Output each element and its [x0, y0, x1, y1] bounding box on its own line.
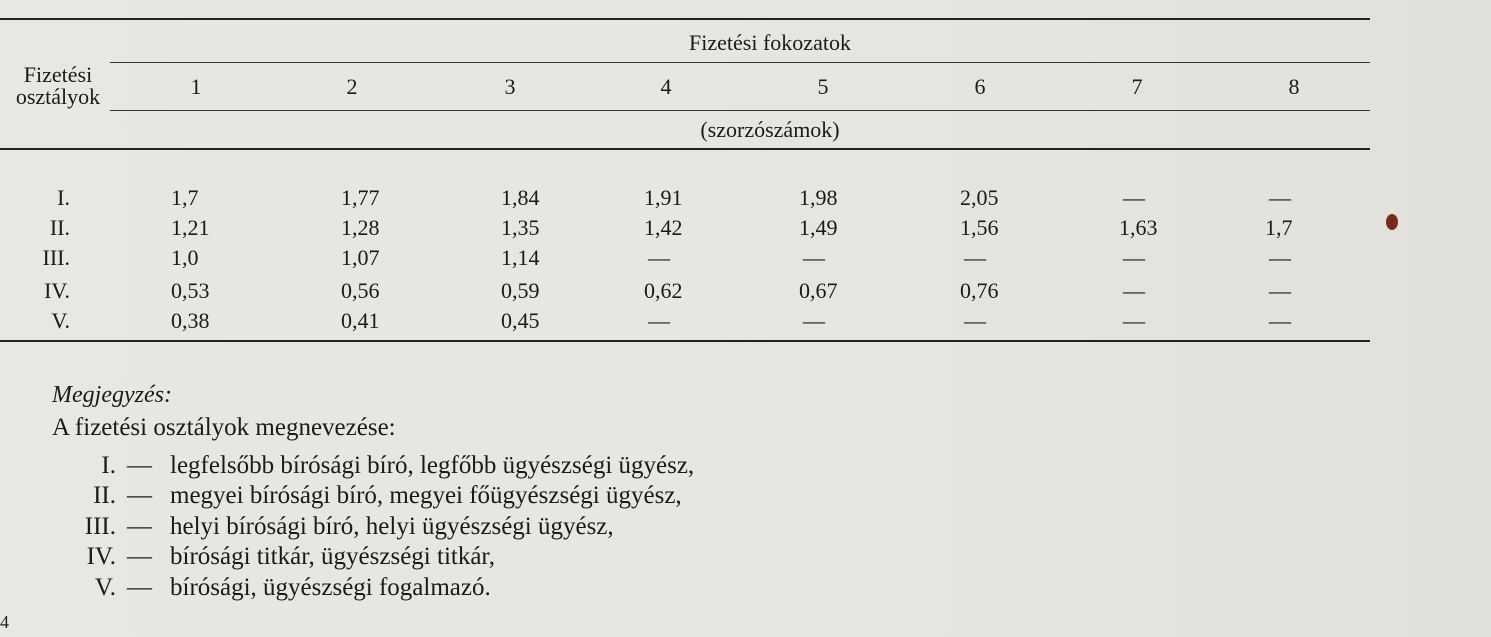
table-cell: 1,28	[341, 215, 380, 240]
grades-header-rule	[110, 62, 1370, 63]
corner-mark: 4	[0, 612, 9, 632]
grade-header-2: 2	[346, 74, 358, 99]
grade-header-6: 6	[974, 74, 986, 99]
table-cell: —	[648, 308, 670, 333]
table-cell: 1,35	[501, 215, 540, 240]
table-cell: —	[1269, 278, 1291, 303]
grade-header-5: 5	[817, 74, 829, 99]
table-cell: 1,84	[501, 185, 540, 210]
legend-class-name: helyi bírósági bíró, helyi ügyészségi ügyész,	[170, 513, 614, 540]
grade-header-3: 3	[504, 74, 516, 99]
table-cell: —	[648, 245, 670, 270]
table-header-bottom-rule	[0, 148, 1370, 150]
legend-dash: —	[127, 543, 152, 570]
row-class-label: IV.	[44, 278, 70, 303]
grade-header-8: 8	[1288, 74, 1300, 99]
row-class-label: I.	[57, 185, 70, 210]
legend-class-name: bírósági, ügyészségi fogalmazó.	[170, 574, 491, 601]
table-cell: 0,38	[171, 308, 210, 333]
row-class-label: II.	[49, 215, 70, 240]
grade-numbers-rule	[110, 110, 1370, 111]
legend-class-number: I.	[101, 452, 116, 479]
legend-class-number: III.	[84, 513, 116, 540]
legend-dash: —	[127, 513, 152, 540]
table-cell: 1,07	[341, 245, 380, 270]
row-header-line1: Fizetési	[23, 62, 93, 87]
unit-note: (szorzószámok)	[700, 117, 840, 142]
table-cell: 0,53	[171, 278, 210, 303]
table-cell: 1,49	[799, 215, 838, 240]
table-cell: 0,56	[341, 278, 380, 303]
legend-class-name: megyei bírósági bíró, megyei főügyészségi ügyész,	[170, 482, 682, 509]
table-bottom-rule	[0, 340, 1370, 342]
note-title: Megjegyzés:	[52, 382, 172, 408]
table-cell: —	[1269, 245, 1291, 270]
legend-class-number: IV.	[86, 543, 116, 570]
table-cell: 1,7	[171, 185, 199, 210]
legend-class-number: II.	[93, 482, 116, 509]
table-cell: —	[1123, 185, 1145, 210]
table-cell: —	[803, 245, 825, 270]
table-cell: 1,56	[960, 215, 999, 240]
table-cell: 1,7	[1265, 215, 1293, 240]
table-cell: —	[1123, 278, 1145, 303]
table-cell: 0,59	[501, 278, 540, 303]
table-cell: 1,0	[171, 245, 199, 270]
table-cell: 1,14	[501, 245, 540, 270]
table-cell: 0,67	[799, 278, 838, 303]
grades-group-header: Fizetési fokozatok	[689, 30, 851, 55]
table-cell: —	[964, 245, 986, 270]
grade-header-4: 4	[660, 74, 672, 99]
table-cell: 1,91	[644, 185, 683, 210]
legend-class-name: bírósági titkár, ügyészségi titkár,	[170, 543, 495, 570]
note-subtitle: A fizetési osztályok megnevezése:	[52, 414, 396, 441]
table-cell: 0,45	[501, 308, 540, 333]
row-class-label: III.	[42, 245, 70, 270]
table-cell: —	[1123, 245, 1145, 270]
table-cell: 1,42	[644, 215, 683, 240]
table-cell: —	[803, 308, 825, 333]
table-cell: 0,76	[960, 278, 999, 303]
row-class-label: V.	[51, 308, 70, 333]
table-cell: 1,63	[1119, 215, 1158, 240]
grade-header-1: 1	[190, 74, 202, 99]
table-cell: 0,41	[341, 308, 380, 333]
table-cell: —	[1269, 185, 1291, 210]
ink-dot	[1386, 214, 1398, 230]
grade-header-7: 7	[1131, 74, 1143, 99]
table-cell: 1,21	[171, 215, 210, 240]
table-top-rule	[0, 18, 1370, 20]
legend-dash: —	[127, 482, 152, 509]
table-cell: —	[964, 308, 986, 333]
row-header-line2: osztályok	[15, 84, 101, 109]
legend-class-number: V.	[94, 574, 116, 601]
table-cell: —	[1269, 308, 1291, 333]
table-cell: —	[1123, 308, 1145, 333]
table-cell: 1,77	[341, 185, 380, 210]
legend-dash: —	[127, 452, 152, 479]
table-cell: 2,05	[960, 185, 999, 210]
legend-class-name: legfelsőbb bírósági bíró, legfőbb ügyészségi ügyész,	[170, 452, 695, 479]
legend-dash: —	[127, 574, 152, 601]
table-cell: 1,98	[799, 185, 838, 210]
table-cell: 0,62	[644, 278, 683, 303]
